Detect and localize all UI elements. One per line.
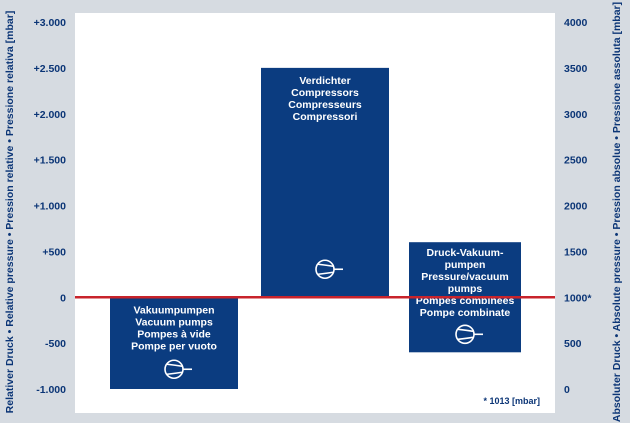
- bar-label-line: Verdichter: [299, 74, 351, 87]
- right-axis-title: Absoluter Druck • Absolute pressure • Pression absolue • Pressione assoluta [mbar]: [611, 1, 623, 423]
- right-tick-label-2: 3000: [564, 108, 588, 121]
- right-tick-label-8: 0: [564, 384, 570, 396]
- bar-label-line: pumpen: [444, 259, 486, 272]
- right-tick-label-3: 2500: [564, 154, 588, 167]
- left-tick-label-5: +500: [42, 246, 66, 259]
- bar-label-line: Vakuumpumpen: [133, 304, 215, 317]
- right-tick-label-6: 1000*: [564, 292, 592, 305]
- right-tick-label-4: 2000: [564, 200, 588, 213]
- right-tick-label-7: 500: [564, 338, 582, 351]
- bar-label-line: Pompe per vuoto: [131, 340, 217, 353]
- left-tick-label-3: +1.500: [33, 154, 66, 167]
- bar-0: [110, 297, 238, 389]
- bar-label-line: Vacuum pumps: [135, 316, 213, 329]
- bar-label-line: Pressure/vacuum: [421, 271, 509, 284]
- right-tick-label-5: 1500: [564, 246, 588, 259]
- bar-label-line: Compressors: [291, 86, 359, 99]
- bar-label-line: Pompes combinées: [415, 295, 515, 308]
- footnote: * 1013 [mbar]: [483, 396, 540, 406]
- left-tick-label-1: +2.500: [33, 62, 66, 75]
- left-tick-label-0: +3.000: [33, 17, 66, 29]
- bar-label-line: Pompe combinate: [419, 307, 511, 320]
- bar-label-line: Compressori: [292, 110, 358, 123]
- left-tick-label-6: 0: [60, 292, 66, 305]
- right-tick-label-0: 4000: [564, 17, 588, 29]
- bar-label-line: Druck-Vakuum-: [426, 247, 504, 260]
- bar-label-line: Compresseurs: [288, 98, 362, 111]
- left-tick-label-4: +1.000: [33, 200, 66, 213]
- left-tick-label-2: +2.000: [33, 108, 66, 121]
- bar-label-line: Pompes à vide: [137, 328, 211, 341]
- left-tick-label-8: -1.000: [36, 384, 66, 396]
- bar-1: [261, 68, 389, 297]
- left-tick-label-7: -500: [44, 338, 66, 351]
- left-axis-title: Relativer Druck • Relative pressure • Pression relative • Pressione relativa [mbar]: [4, 10, 16, 414]
- right-tick-label-1: 3500: [564, 62, 588, 75]
- bar-label-line: pumps: [447, 283, 483, 296]
